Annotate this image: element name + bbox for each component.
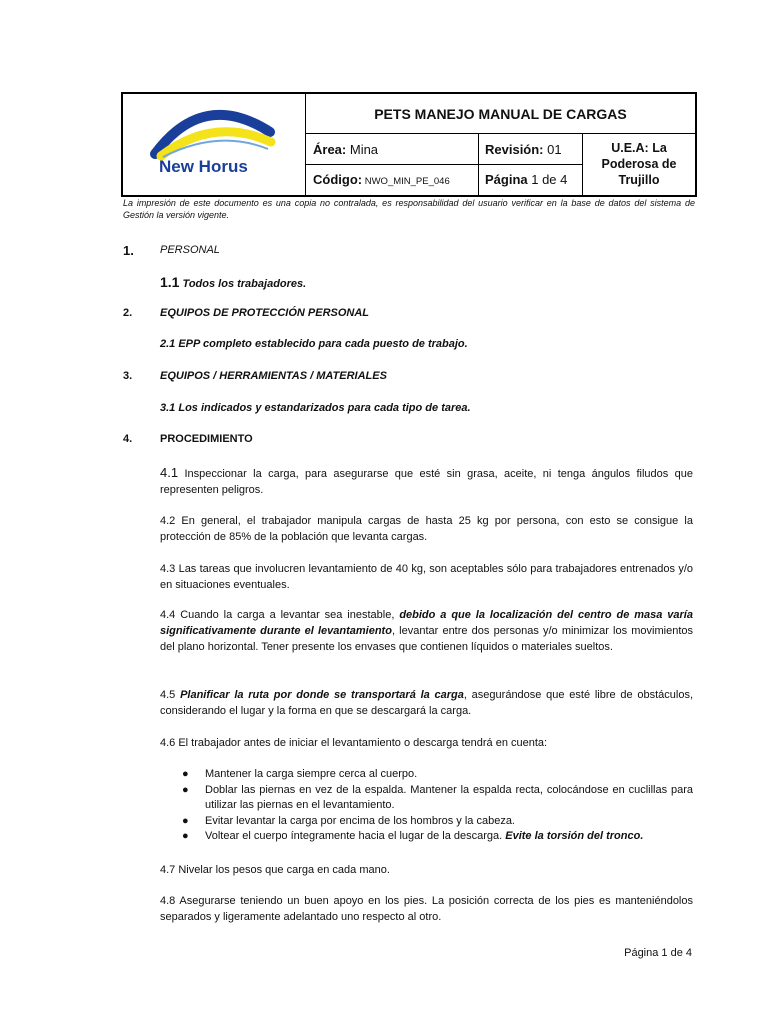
paragraph-4-5 [160,687,693,719]
section-1-1-number: 1.1 [160,274,180,290]
paragraph-4-4-emphasis: debido a que la localización del centro de masa varía significativamente durante el levantamiento [160,609,693,637]
header-table [121,92,697,197]
bullet-list [160,767,693,845]
bullet-text: Evitar levantar la carga por encima de los hombros y la cabeza. [205,814,515,827]
paragraph-4-4-c: , levantar entre dos personas y/o minimizar los movimientos del plano horizontal. Tener presente los envases que contienen líquidos o materiales sueltos. [160,625,693,653]
paragraph-4-8: 4.8 Asegurarse teniendo un buen apoyo en los pies. La posición correcta de los pies es manteniéndolos separados y ligeramente adelantado uno respecto al otro. [160,895,693,923]
area-cell [306,134,479,165]
section-1-label: PERSONAL [160,244,220,256]
revision-value: 01 [543,142,562,157]
paragraph-4-6: 4.6 El trabajador antes de iniciar el levantamiento o descarga tendrá en cuenta: [160,737,548,749]
list-item [160,767,693,783]
bullet-icon: ● [182,830,189,842]
paragraph-4-5-emphasis: Planificar la ruta por donde se transportará la carga [180,689,464,701]
section-4-label: PROCEDIMIENTO [160,433,253,445]
document-title: PETS MANEJO MANUAL DE CARGAS [306,94,695,134]
paragraph-4-4-a: 4.4 Cuando la carga a levantar sea inestable, [160,609,400,621]
paragraph-4-1-number: 4.1 [160,465,179,480]
bullet-text: Mantener la carga siempre cerca al cuerpo. [205,768,418,780]
bullet-icon: ● [182,768,189,780]
uea-cell: U.E.A: La Poderosa de Trujillo [601,141,677,187]
list-item [160,829,693,845]
section-3-number: 3. [123,370,133,382]
list-item [160,783,693,814]
section-2-number: 2. [123,307,133,319]
codigo-label: Código: [313,172,363,187]
bullet-emphasis: Evite la torsión del tronco. [505,830,644,842]
section-3-label: EQUIPOS / HERRAMIENTAS / MATERIALES [160,370,387,382]
disclaimer: La impresión de este documento es una copia no contralada, es responsabilidad del usuario verificar en la base de datos del sistema de Gestión la versión vigente. [123,198,695,220]
bullet-text: Voltear el cuerpo íntegramente hacia el lugar de la descarga. [205,830,506,842]
pagina-value: 1 de 4 [527,172,568,187]
pagina-cell [479,165,583,195]
pagina-label: Página [485,172,528,187]
paragraph-4-2: 4.2 En general, el trabajador manipula cargas de hasta 25 kg por persona, con esto se consigue la protección de 85% de la población que levanta cargas. [160,515,693,543]
paragraph-4-5-c: , asegurándose que esté libre de obstáculos, considerando el lugar y la forma en que se descargará la carga. [160,689,694,717]
company-logo [123,94,306,195]
bullet-icon: ● [182,783,189,796]
bullet-icon: ● [182,814,189,827]
section-3-1: 3.1 Los indicados y estandarizados para cada tipo de tarea. [160,402,471,414]
codigo-value: NWO_MIN_PE_046 [362,176,450,187]
page-footer: Página 1 de 4 [624,947,692,959]
codigo-cell [306,165,479,195]
list-item [160,814,693,830]
area-value: Mina [346,142,379,157]
paragraph-4-4 [160,607,693,655]
area-label: Área: [313,142,347,157]
paragraph-4-1 [160,465,693,498]
revision-label: Revisión: [485,142,544,157]
section-1-1 [160,274,306,290]
paragraph-4-1-text: Inspeccionar la carga, para asegurarse que esté sin grasa, aceite, ni tenga ángulos filudos que representen peligros. [160,468,693,496]
section-2-1: 2.1 EPP completo establecido para cada puesto de trabajo. [160,338,468,350]
revision-cell [479,134,583,165]
section-1-number: 1. [123,243,134,258]
paragraph-4-3: 4.3 Las tareas que involucren levantamiento de 40 kg, son aceptables sólo para trabajadores entrenados y/o en situaciones eventuales. [160,563,693,591]
logo-arc-icon [123,94,306,195]
paragraph-4-7: 4.7 Nivelar los pesos que carga en cada mano. [160,864,390,876]
bullet-text: Doblar las piernas en vez de la espalda. Mantener la espalda recta, colocándose en cuclillas para utilizar las piernas en el levantamiento. [205,783,693,811]
section-4-number: 4. [123,433,133,445]
section-1-1-text: Todos los trabajadores. [179,278,307,290]
section-2-label: EQUIPOS DE PROTECCIÓN PERSONAL [160,307,370,319]
logo-text: New Horus [159,157,248,176]
paragraph-4-5-a: 4.5 [160,689,181,701]
